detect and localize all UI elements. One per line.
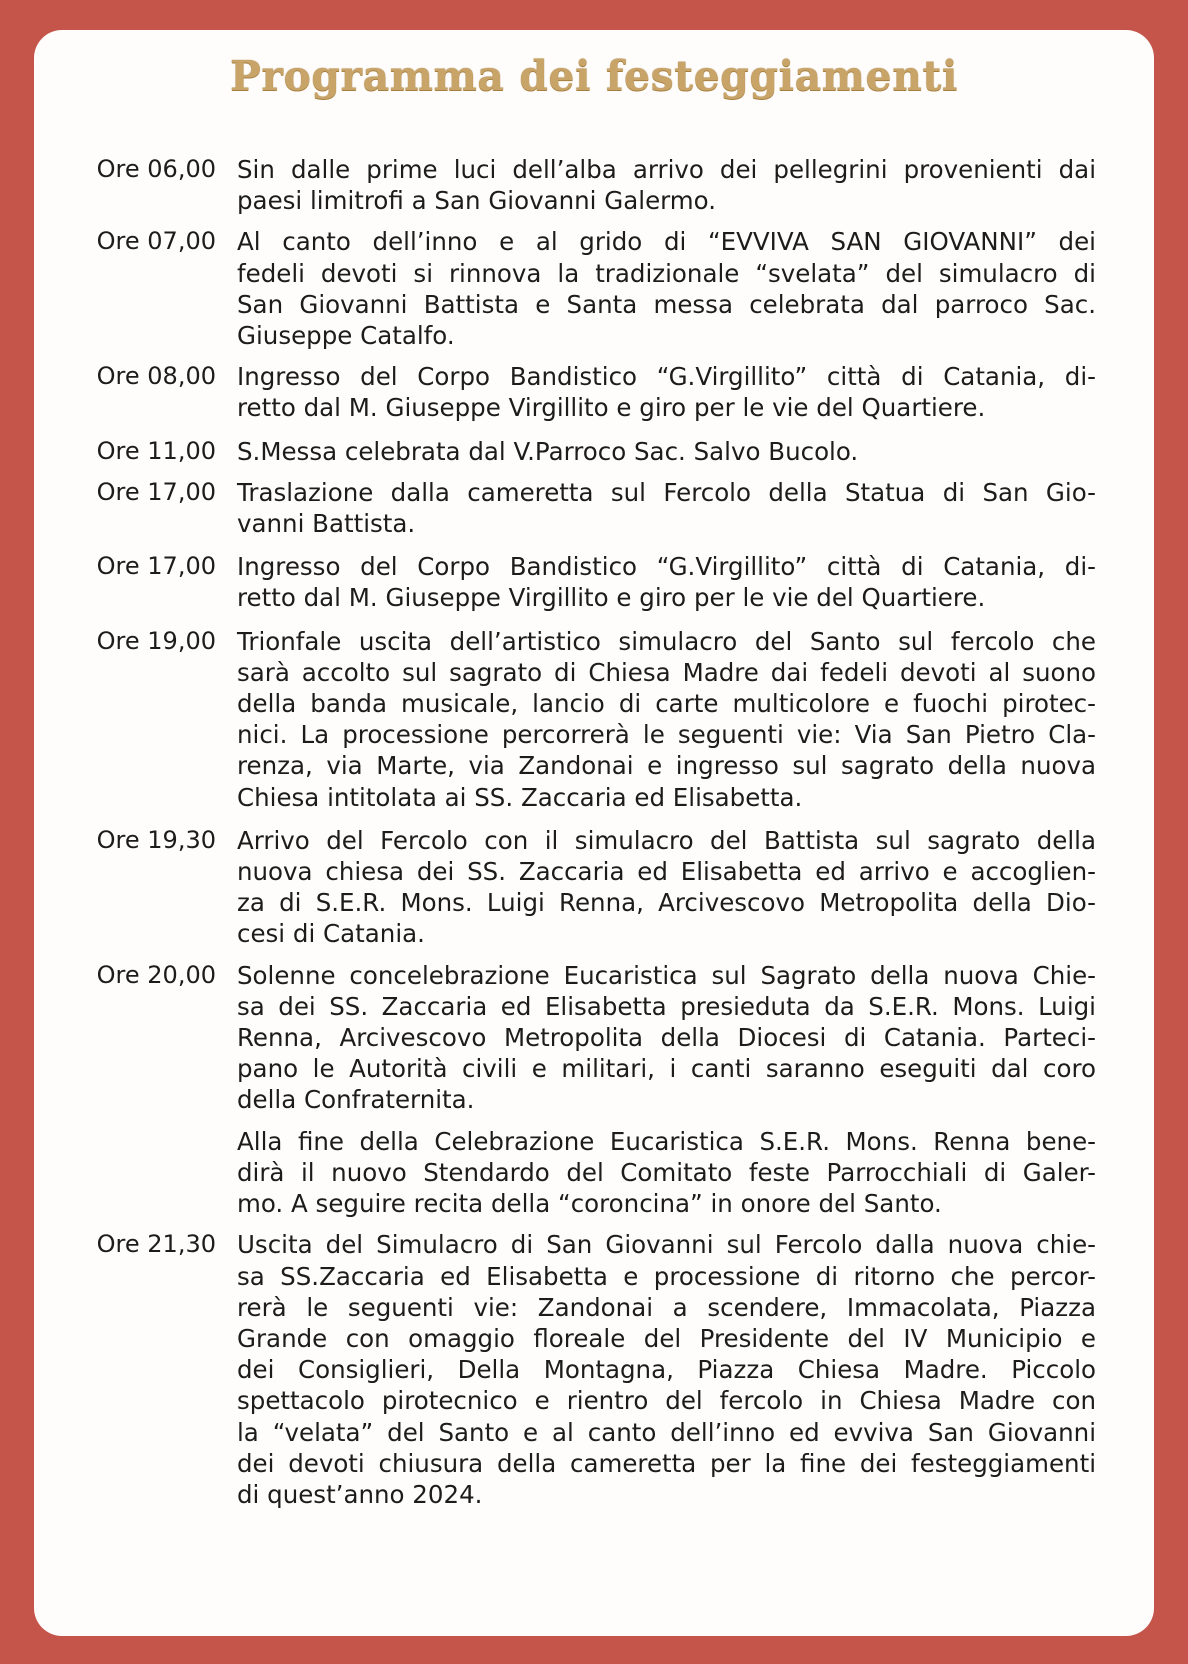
page-title: Programma dei festeggiamenti — [230, 52, 958, 100]
program-card — [34, 30, 1154, 1636]
schedule-entry — [58, 361, 1138, 423]
description-line: San Giovanni Battista e Santa messa celebrata dal parroco Sac. — [237, 289, 1096, 319]
description-line: retto dal M. Giuseppe Virgillito e giro per le vie del Quartiere. — [237, 393, 986, 423]
description-line: vanni Battista. — [237, 509, 416, 539]
entry-description — [237, 436, 1096, 467]
description-line: rerà le seguenti vie: Zandonai a scendere, Immacolata, Piazza — [237, 1292, 1096, 1322]
description-line: nici. La processione percorrerà le seguenti vie: Via San Pietro Cla- — [237, 720, 1096, 750]
description-line: spettacolo pirotecnico e rientro del fercolo in Chiesa Madre con — [237, 1386, 1096, 1416]
description-line: Ingresso del Corpo Bandistico “G.Virgillito” città di Catania, di- — [237, 552, 1096, 582]
schedule-entry — [58, 1229, 1138, 1510]
description-line: renza, via Marte, via Zandonai e ingresso sul sagrato della nuova — [237, 751, 1096, 781]
description-line: Arrivo del Fercolo con il simulacro del Battista sul sagrato della — [237, 825, 1096, 855]
description-line: Al canto dell’inno e al grido di “EVVIVA SAN GIOVANNI” dei — [237, 227, 1096, 257]
entry-description — [237, 1126, 1096, 1220]
description-line: della Confraternita. — [237, 1085, 475, 1115]
description-line: paesi limitrofi a San Giovanni Galermo. — [237, 186, 716, 216]
description-line: cesi di Catania. — [237, 919, 425, 949]
description-line: pano le Autorità civili e militari, i canti saranno eseguiti dal coro — [237, 1054, 1096, 1084]
entry-time: Ore 21,30 — [96, 1230, 216, 1259]
entry-description — [237, 154, 1096, 216]
description-line: sa SS.Zaccaria ed Elisabetta e processione di ritorno che percor- — [237, 1261, 1096, 1291]
entry-description — [237, 626, 1096, 813]
schedule-entry — [58, 436, 1138, 467]
description-line: Traslazione dalla cameretta sul Fercolo della Statua di San Gio- — [237, 477, 1096, 507]
entry-time: Ore 07,00 — [96, 227, 216, 256]
entry-time: Ore 17,00 — [96, 477, 216, 506]
entry-time: Ore 06,00 — [96, 155, 216, 183]
description-line: S.Messa celebrata dal V.Parroco Sac. Salvo Bucolo. — [237, 436, 859, 466]
description-line: za di S.E.R. Mons. Luigi Renna, Arcivescovo Metropolita della Dio- — [237, 888, 1096, 918]
description-line: Chiesa intitolata ai SS. Zaccaria ed Elisabetta. — [237, 782, 803, 812]
entry-time: Ore 17,00 — [96, 552, 216, 581]
schedule-entry — [58, 477, 1138, 539]
entry-description — [237, 361, 1096, 423]
entry-time: Ore 20,00 — [96, 960, 216, 989]
description-line: la “velata” del Santo e al canto dell’inno ed evviva San Giovanni — [237, 1417, 1096, 1447]
entry-description — [237, 960, 1096, 1116]
entry-description — [237, 226, 1096, 351]
description-line: dei devoti chiusura della cameretta per la fine dei festeggiamenti — [237, 1448, 1096, 1478]
entry-time: Ore 11,00 — [96, 436, 216, 465]
description-line: Sin dalle prime luci dell’alba arrivo dei pellegrini provenienti dai — [237, 155, 1096, 184]
description-line: dei Consiglieri, Della Montagna, Piazza Chiesa Madre. Piccolo — [237, 1355, 1096, 1385]
description-line: Uscita del Simulacro di San Giovanni sul Fercolo dalla nuova chie- — [237, 1230, 1096, 1260]
entry-description — [237, 477, 1096, 539]
schedule-entry — [58, 825, 1138, 950]
description-line: Trionfale uscita dell’artistico simulacro del Santo sul fercolo che — [237, 626, 1096, 656]
schedule-entry — [58, 551, 1138, 613]
description-line: di quest’anno 2024. — [237, 1479, 483, 1509]
schedule-entry — [58, 960, 1138, 1116]
description-line: della banda musicale, lancio di carte multicolore e fuochi pirotec- — [237, 689, 1096, 719]
description-line: Renna, Arcivescovo Metropolita della Diocesi di Catania. Parteci- — [237, 1023, 1096, 1053]
entry-description — [237, 1229, 1096, 1510]
schedule-entry — [58, 226, 1138, 351]
description-line: sarà accolto sul sagrato di Chiesa Madre dai fedeli devoti al suono — [237, 657, 1096, 687]
schedule-entry — [58, 626, 1138, 813]
description-line: Solenne concelebrazione Eucaristica sul Sagrato della nuova Chie- — [237, 960, 1096, 990]
schedule-entry — [58, 154, 1138, 216]
description-line: nuova chiesa dei SS. Zaccaria ed Elisabetta ed arrivo e accoglien- — [237, 857, 1096, 887]
description-line: Giuseppe Catalfo. — [237, 321, 455, 351]
description-line: Ingresso del Corpo Bandistico “G.Virgillito” città di Catania, di- — [237, 362, 1096, 392]
description-line: fedeli devoti si rinnova la tradizionale “svelata” del simulacro di — [237, 258, 1096, 288]
entry-time: Ore 19,00 — [96, 626, 216, 655]
entry-description — [237, 825, 1096, 950]
schedule-entry — [58, 1126, 1138, 1220]
entry-description — [237, 551, 1096, 613]
program-list — [58, 154, 1138, 1510]
entry-time: Ore 19,30 — [96, 825, 216, 854]
description-line: Grande con omaggio floreale del Presidente del IV Municipio e — [237, 1323, 1096, 1353]
description-line: retto dal M. Giuseppe Virgillito e giro per le vie del Quartiere. — [237, 583, 986, 613]
entry-time: Ore 08,00 — [96, 362, 216, 391]
description-line: dirà il nuovo Stendardo del Comitato feste Parrocchiali di Galer- — [237, 1157, 1096, 1187]
description-line: mo. A seguire recita della “coroncina” in onore del Santo. — [237, 1189, 942, 1219]
description-line: sa dei SS. Zaccaria ed Elisabetta presieduta da S.E.R. Mons. Luigi — [237, 991, 1096, 1021]
description-line: Alla fine della Celebrazione Eucaristica S.E.R. Mons. Renna bene- — [237, 1126, 1096, 1156]
